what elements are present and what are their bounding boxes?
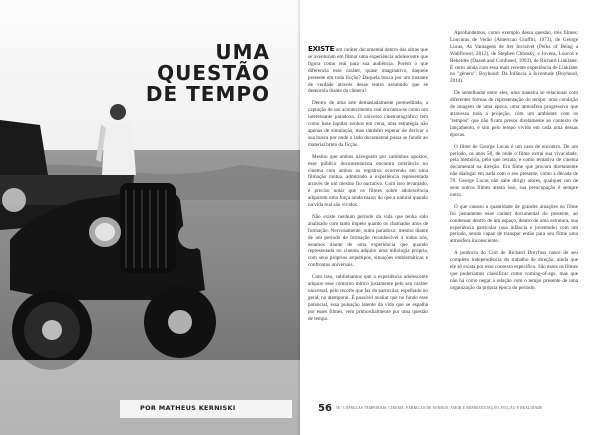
paragraph-1 <box>308 46 428 95</box>
title-line-3: DE TEMPO <box>145 82 270 106</box>
lead-word: EXISTE <box>308 45 335 53</box>
byline-box <box>120 400 292 418</box>
paragraph-1-text: um caráter documental dentro das obras que se aventuram em filmar uma experiência adolescente que figura como real para sua audiência. Porém o que diferencia esse caráter, quase imaginativo, daquele presente em toda ficção? Daquela busca por um instante de verdade através desse teatro assumido que se desenrola diante da câmera? <box>308 47 428 95</box>
page-footer: 56 | CÁPSULAS TEMPORAIS, CINEMA, FÁBRICAS DE SONHOS, AMOR E REPRESENTAÇÃO, FICÇÃO E REALIDADE <box>336 406 543 410</box>
paragraph-3: Mesmo que ambos naveguem por caminhos opostos, esse público documentarista encontra tolerância no cinema com ambos os registros ocorrendo em uma filmação mútua, admitindo a experiência representada através de um mesmo fio narrativo. Com isso levantado, é preciso notar que os filmes sobre adolescência adquirem uma força ainda maior do que a natural quando na vida real são vividos. <box>308 153 428 209</box>
title-line-1: UMA <box>215 40 270 64</box>
paragraph-4: Não existe nenhum período da vida que tenha sido analisado com tanto ímpeto quanto os chamados anos de formação. Nervosamente, outra paradoxo: mesmo diante de um período de formação reconhecível a todos nós, estamos diante de uma experiência que quando representada no cinema adquire uma mitologia própria, com seus próprios arquétipos, situações emblemáticas e confrontos universais. <box>308 213 428 269</box>
paragraph-5: Com isso, sublinhamos que a experiência adolescente adquire esse contorno mítico justamente pelo seu caráter universal, pelo recorte que faz do particular, espelhado no geral, no atemporal. É possível avaliar que no fundo esse potencial, essa pulsação latente da vida que se espalha por esses filmes, vem primordialmente por uma questão de tempo. <box>308 274 428 322</box>
paragraph-9: O que causou a quantidade de grandes atuações no filme foi justamente esse caráter documental do presente, ao condensar dentro de um espaço, dentro de uma estrutura, sua experiência particular (sua infância e juventude) com um período, sendo capaz de transpor então para seu filme uma atmosfera inconsciente. <box>450 203 578 245</box>
byline: POR MATHEUS KERNISKI <box>140 404 236 412</box>
page-number: 56 <box>318 403 332 414</box>
paragraph-10: A potência do Curt de Richard Dreyfuss nasce de seu completo independência do trabalho de direção, ainda que ele só exista por esse contexto específico. São esses os filmes que poderíamos classificar como coming-of-age, mas que não há como negar a relação com o tempo presente de uma organização da própria época do período. <box>450 250 578 291</box>
right-page <box>300 0 600 435</box>
paragraph-6: Aprofundemos, como exemplo dessa questão, três filmes: Loucuras de Verão (American Graffiti, 1973), de George Lucas, As Vantagens de Ser Invisível (Perks of Being a Wallflower, 2012), de Stephen Chbosky, e Jovens, Loucos e Rebeldes (Dazed and Confused, 1993), de Richard Linklater. É certo ainda com essa mais recente experiência de Linklater no "gênero": Boyhood: Da Infância à Juventude (Boyhood, 2014). <box>450 30 578 85</box>
paragraph-2: Dentro de uma arte demasiadamente premeditada, a captação de um acontecimento real encontra-se como um interessante paradoxo. O universo cinematográfico tem como base lapidar sonhos em cena, uma estratégia não apenas de simulação, mas também esperar de derivar a sua busca por onde o lado documental possa se fundir ao material bruto da ficção. <box>308 100 428 148</box>
paragraph-8: O filme de George Lucas é um caso de encontro. De um período, os anos 50, de onde o filme extrai sua vivacidade, pela memória, pelo que retrata, e como tentativa de cinema documental na direção. Era filme que procura diretamente não dialogar em nada com o seu presente, como a década de 70. George Lucas não sabe dirigir atores, qualquer um de seus outros filmes atesta isso, sua preocupação é sempre outra. <box>450 143 578 198</box>
title-line-2: QUESTÃO <box>157 61 270 85</box>
text-column-2 <box>450 30 578 297</box>
paragraph-7: De semelhante entre eles, uma maneira se relacionar com diferentes formas de representação do tempo: uma condição de imagem de uma época, uma atmosfera progressiva que atravessa toda a projeção, com um ambiente com os "tempos" que não ficam presos diretamente ao contexto de lançamento, e sim pelo tempo vivido em cada uma dessas épocas. <box>450 90 578 138</box>
text-column-1 <box>308 46 428 328</box>
article-title <box>146 42 270 105</box>
